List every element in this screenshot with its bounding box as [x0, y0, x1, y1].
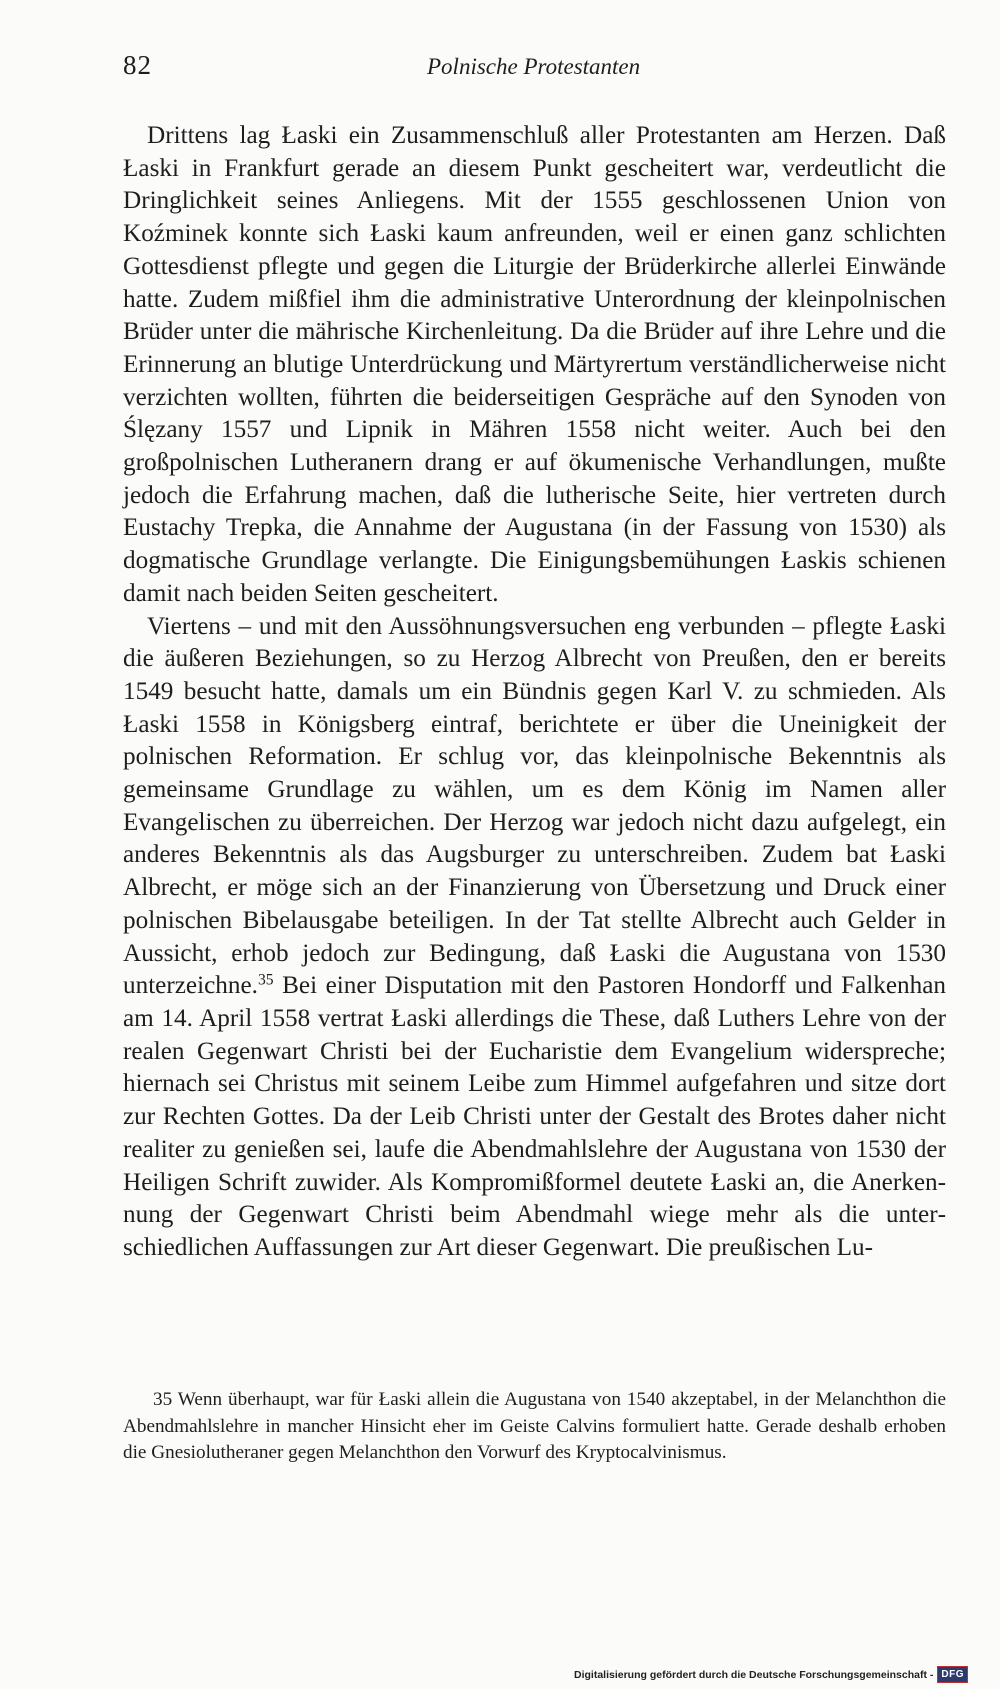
- footnote: [123, 1387, 946, 1467]
- footnotes: [123, 1387, 946, 1467]
- page-number: 82: [123, 50, 152, 80]
- footnote-reference: 35: [257, 971, 274, 989]
- paragraph-text: Viertens – und mit den Aussöhnungsversuchen eng verbunden – pflegte Łaski die äußeren Beziehungen, so zu Herzog Albrecht von Preußen, den er bereits 1549 besucht hatte, damals um ein Bündnis gegen Karl V. zu schmieden. Als Łaski 1558 in Königsberg eintraf, berichtete er über die Uneinigkeit der polnischen Reformation. Er schlug vor, das kleinpolnische Bekenntnis als gemeinsame Grundlage zu wählen, um es dem König im Namen aller Evangelischen zu überreichen. Der Herzog war jedoch nicht dazu aufgelegt, ein anderes Bekenntnis als das Augsburger zu unterschreiben. Zudem bat Łaski Albrecht, er möge sich an der Finanzierung von Übersetzung und Druck einer polnischen Bibelausgabe beteiligen. In der Tat stellte Albrecht auch Gelder in Aussicht, erhob jedoch zur Bedingung, daß Łaski die Augustana von 1530 unterzeichne.: [123, 612, 946, 1000]
- paragraph: [123, 611, 946, 1265]
- dfg-logo: DFG: [937, 1666, 968, 1683]
- page-header: [123, 50, 943, 90]
- paragraph: Drittens lag Łaski ein Zusammenschluß aller Protestanten am Herzen. Daß Łaski in Frankfurt gerade an diesem Punkt gescheitert war, verdeutlicht die Dringlichkeit seines Anliegens. Mit der 1555 geschlossenen Union von Koźminek konnte sich Łaski kaum anfreunden, weil er einen ganz schlichten Gottesdienst pflegte und gegen die Liturgie der Brüderkirche allerlei Einwände hatte. Zudem mißfiel ihm die administrative Unterordnung der kleinpolnischen Brüder unter die mährische Kirchenleitung. Da die Brüder auf ihre Lehre und die Erinnerung an blutige Unterdrückung und Märtyrertum verständlicherweise nicht verzichten wollten, führten die beiderseitigen Gespräche auf den Synoden von Ślęzany 1557 und Lipnik in Mähren 1558 nicht weiter. Auch bei den großpolnischen Lutheranern drang er auf ökumenische Verhandlungen, mußte jedoch die Erfahrung machen, daß die lutherische Seite, hier vertreten durch Eustachy Trepka, die Annahme der Augustana (in der Fassung von 1530) als dogmatische Grundlage verlangte. Die Einigungsbemühungen Łaskis schienen damit nach beiden Seiten gescheitert.: [123, 122, 946, 607]
- main-text: [123, 120, 946, 1265]
- digitization-credit: [574, 1666, 968, 1683]
- running-title: Polnische Protestanten: [427, 54, 641, 79]
- footnote-text: Wenn überhaupt, war für Łaski allein die Augustana von 1540 akzeptabel, in der Melanchthon die Abendmahlslehre in mancher Hinsicht eher im Geiste Calvins formuliert hatte. Gerade deshalb erhoben die Gnesiolutheraner gegen Melanchthon den Vorwurf des Kryptocalvinismus.: [123, 1389, 946, 1463]
- digitization-text: Digitalisierung gefördert durch die Deutsche Forschungsgemeinschaft -: [574, 1668, 934, 1681]
- footnote-number: 35: [153, 1389, 173, 1410]
- paragraph-text: Bei einer Disputation mit den Pastoren Hondorff und Falkenhan am 14. April 1558 vertrat Łaski allerdings die These, daß Luthers Lehre von der realen Gegenwart Christi bei der Eucharistie dem Evangelium widerspreche; hiernach sei Christus mit seinem Leibe zum Himmel aufgefahren und sitze dort zur Rechten Gottes. Da der Leib Christi unter der Gestalt des Brotes daher nicht realiter zu genießen sei, laufe die Abendmahlslehre der Augustana von 1530 der Heiligen Schrift zuwider. Als Kompromißformel deutete Łaski an, die Anerkennung der Gegenwart Christi beim Abendmahl wiege mehr als die unterschiedlichen Auffassungen zur Art dieser Gegenwart. Die preußischen Lu-: [123, 972, 946, 1261]
